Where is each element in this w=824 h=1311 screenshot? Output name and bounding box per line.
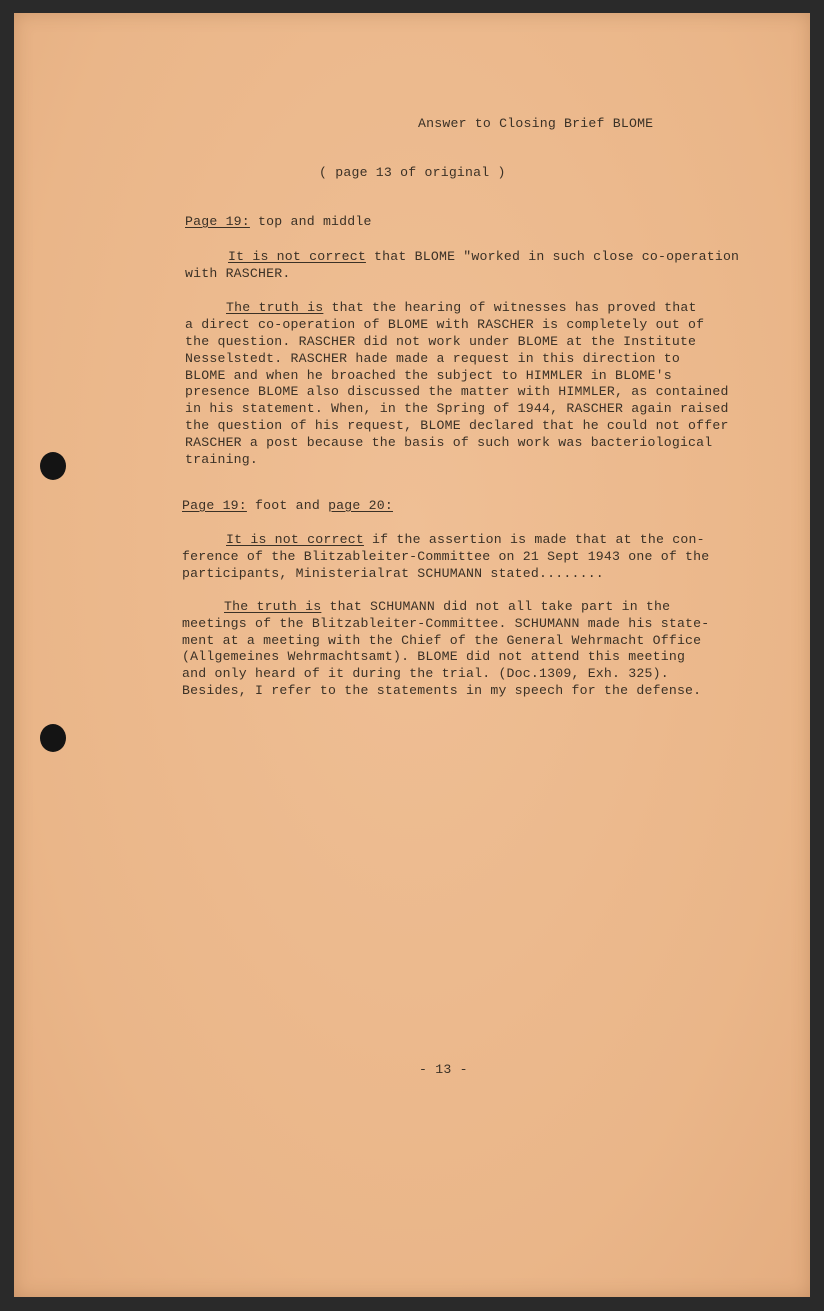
document-title: Answer to Closing Brief BLOME [418,116,654,131]
section1-truth-line-2: a direct co-operation of BLOME with RASCHER is completely out of [185,317,705,332]
section1-heading [185,214,372,231]
section2-truth-rest: that SCHUMANN did not all take part in the [321,599,671,614]
section1-heading-rest: top and middle [249,214,372,229]
section2-truth-line-1 [224,599,670,616]
section2-claim-rest: if the assertion is made that at the con- [363,532,705,547]
punch-hole-bottom [40,724,66,752]
section1-truth-line-6: presence BLOME also discussed the matter with HIMMLER, as contained [185,384,729,399]
section2-heading-mid: foot and [246,498,329,513]
section1-truth-line-7: in his statement. When, in the Spring of 1944, RASCHER again raised [185,401,729,416]
section2-truth-line-4: (Allgemeines Wehrmachtsamt). BLOME did not attend this meeting [182,649,686,664]
section1-truth-line-3: the question. RASCHER did not work under BLOME at the Institute [185,334,697,349]
section1-claim-line-2: with RASCHER. [185,266,291,281]
section2-claim-line-3: participants, Ministerialrat SCHUMANN stated........ [182,566,604,581]
section2-claim-line-2: ference of the Blitzableiter-Committee on 21 Sept 1943 one of the [182,549,710,564]
section1-truth-line-8: the question of his request, BLOME declared that he could not offer [185,418,729,433]
section2-heading [182,498,393,515]
section1-truth-line-10: training. [185,452,259,467]
page-number: - 13 - [419,1062,468,1077]
page-reference: ( page 13 of original ) [319,165,506,180]
section1-claim-rest: that BLOME "worked in such close co-operation [365,249,740,264]
section2-heading-underlined-1: Page 19: [182,498,247,513]
section1-claim-underlined: It is not correct [228,249,366,264]
section1-heading-underlined: Page 19: [185,214,250,229]
section1-truth-underlined: The truth is [226,300,324,315]
section2-truth-line-5: and only heard of it during the trial. (Doc.1309, Exh. 325). [182,666,669,681]
section2-truth-underlined: The truth is [224,599,322,614]
section1-claim-line-1 [228,249,739,266]
section2-claim-line-1 [226,532,705,549]
section2-claim-underlined: It is not correct [226,532,364,547]
section1-truth-line-9: RASCHER a post because the basis of such work was bacteriological [185,435,713,450]
section1-truth-line-4: Nesselstedt. RASCHER hade made a request in this direction to [185,351,680,366]
section2-truth-line-2: meetings of the Blitzableiter-Committee. SCHUMANN made his state- [182,616,710,631]
section2-truth-line-3: ment at a meeting with the Chief of the General Wehrmacht Office [182,633,702,648]
section1-truth-line-5: BLOME and when he broached the subject to HIMMLER in BLOME's [185,368,672,383]
section1-truth-rest: that the hearing of witnesses has proved that [323,300,697,315]
section2-truth-line-6: Besides, I refer to the statements in my speech for the defense. [182,683,702,698]
section2-heading-underlined-2: page 20: [328,498,393,513]
section1-truth-line-1 [226,300,697,317]
document-page [14,13,810,1297]
punch-hole-top [40,452,66,480]
